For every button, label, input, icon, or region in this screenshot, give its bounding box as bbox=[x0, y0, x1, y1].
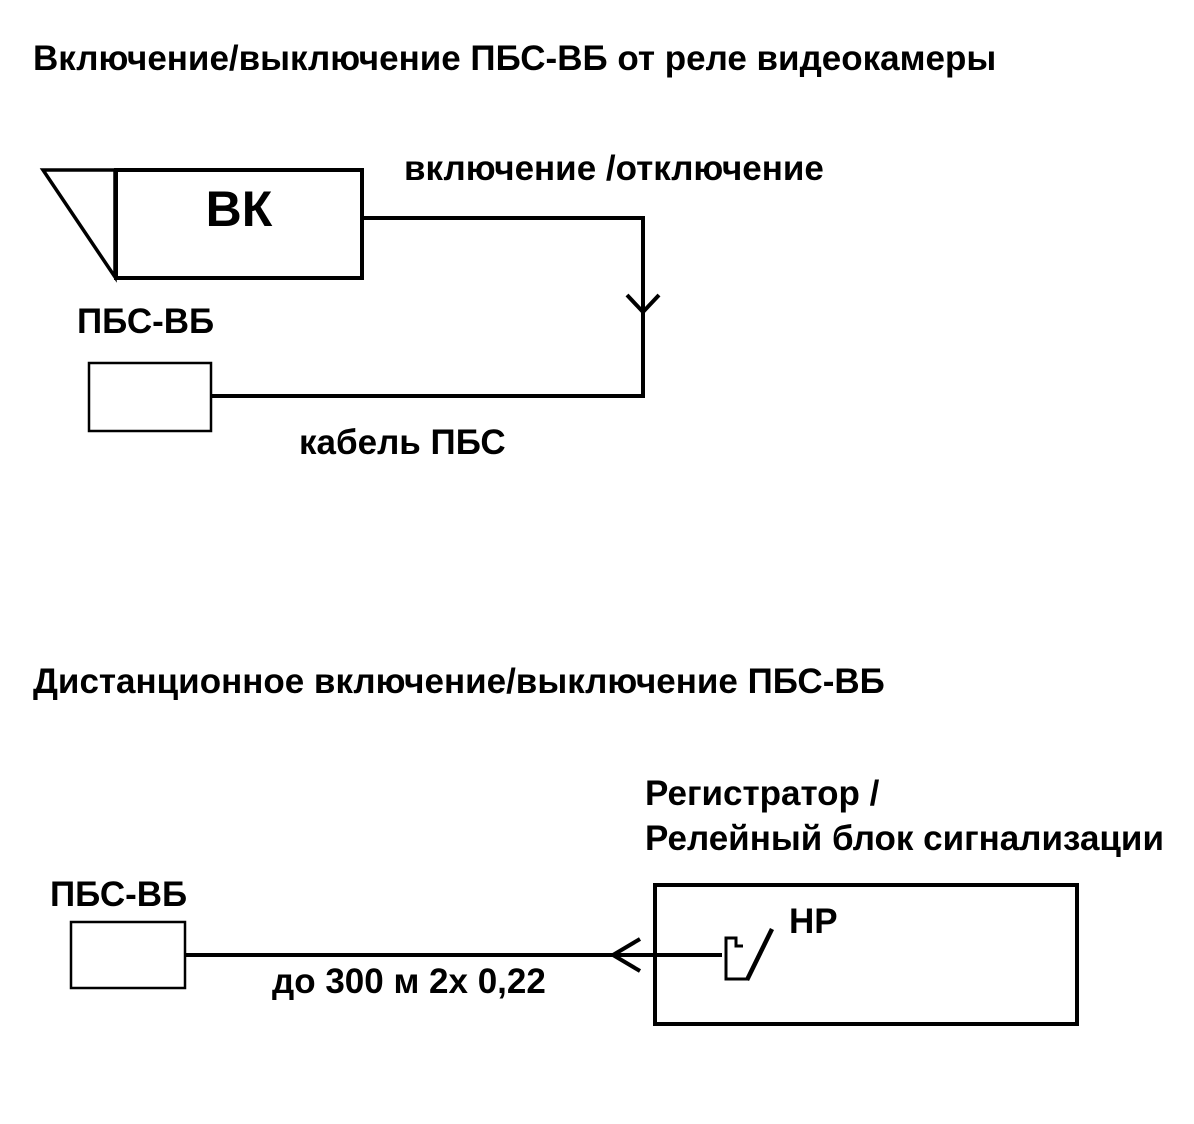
pbs-vb-label-bottom: ПБС-ВБ bbox=[50, 875, 188, 914]
camera-vk-label: ВК bbox=[205, 181, 273, 237]
camera-lens-triangle bbox=[43, 170, 115, 277]
section2-title: Дистанционное включение/выключение ПБС-ВБ bbox=[33, 662, 885, 701]
cable-length-label: до 300 м 2х 0,22 bbox=[272, 962, 546, 1001]
normally-open-contact-label: НР bbox=[789, 902, 838, 941]
section1-title: Включение/выключение ПБС-ВБ от реле видеокамеры bbox=[33, 39, 997, 78]
pbs-cable-label: кабель ПБС bbox=[299, 423, 506, 462]
pbs-vb-box-bottom bbox=[71, 922, 185, 988]
signal-on-off-label: включение /отключение bbox=[404, 149, 824, 188]
pbs-vb-label-top: ПБС-ВБ bbox=[77, 302, 215, 341]
recorder-label-line1: Регистратор / bbox=[645, 774, 880, 813]
pbs-vb-box-top bbox=[89, 363, 211, 431]
recorder-label-line2: Релейный блок сигнализации bbox=[645, 819, 1164, 858]
